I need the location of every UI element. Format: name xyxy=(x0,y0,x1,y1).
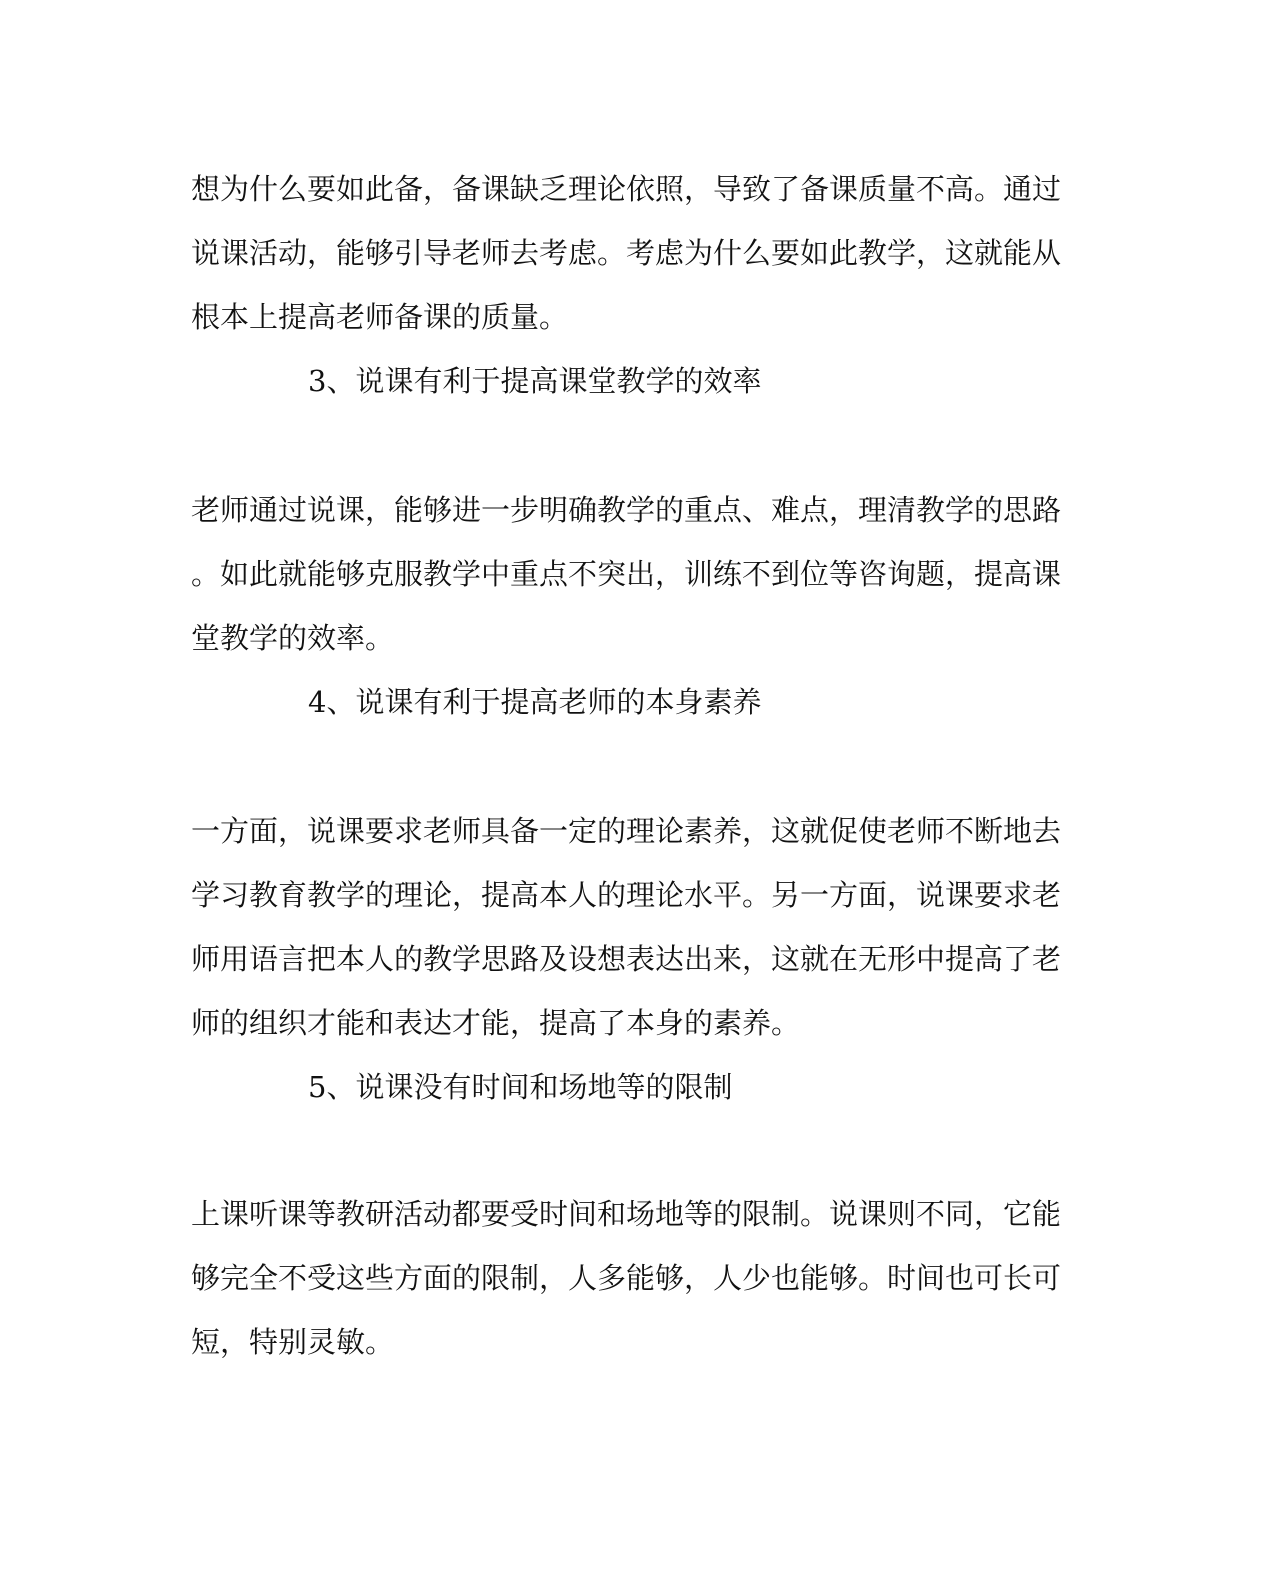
paragraph-line: 老师通过说课，能够进一步明确教学的重点、难点，理清教学的思路 xyxy=(191,493,1062,527)
paragraph-line: 师用语言把本人的教学思路及设想表达出来，这就在无形中提高了老 xyxy=(191,942,1062,976)
section-heading-5: 5、说课没有时间和场地等的限制 xyxy=(308,1070,733,1104)
paragraph-line: 短，特别灵敏。 xyxy=(191,1325,395,1359)
section-heading-3: 3、说课有利于提高课堂教学的效率 xyxy=(308,364,762,398)
paragraph-line: 说课活动，能够引导老师去考虑。考虑为什么要如此教学，这就能从 xyxy=(191,236,1062,270)
paragraph-line: 够完全不受这些方面的限制，人多能够，人少也能够。时间也可长可 xyxy=(191,1261,1062,1295)
paragraph-line: 师的组织才能和表达才能，提高了本身的素养。 xyxy=(191,1006,801,1040)
paragraph-line: 学习教育教学的理论，提高本人的理论水平。另一方面，说课要求老 xyxy=(191,878,1062,912)
paragraph-line: 想为什么要如此备，备课缺乏理论依照，导致了备课质量不高。通过 xyxy=(191,172,1062,206)
paragraph-line: 堂教学的效率。 xyxy=(191,621,395,655)
paragraph-line: 。如此就能够克服教学中重点不突出，训练不到位等咨询题，提高课 xyxy=(191,557,1062,591)
paragraph-line: 一方面，说课要求老师具备一定的理论素养，这就促使老师不断地去 xyxy=(191,814,1062,848)
section-heading-4: 4、说课有利于提高老师的本身素养 xyxy=(308,685,762,719)
paragraph-line: 根本上提高老师备课的质量。 xyxy=(191,300,569,334)
paragraph-line: 上课听课等教研活动都要受时间和场地等的限制。说课则不同，它能 xyxy=(191,1197,1062,1231)
